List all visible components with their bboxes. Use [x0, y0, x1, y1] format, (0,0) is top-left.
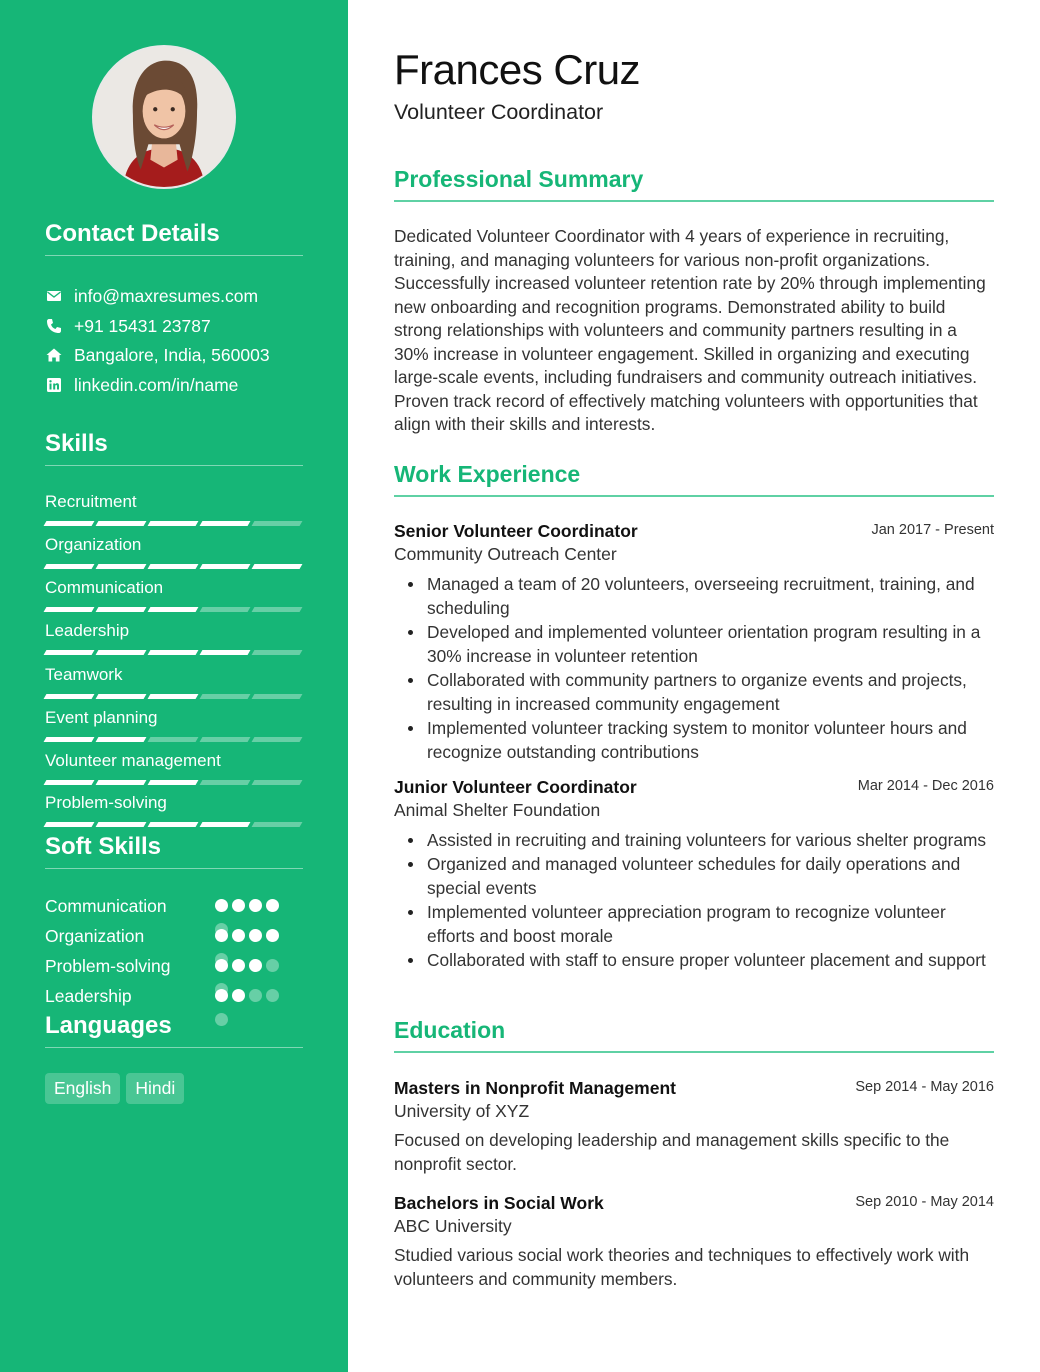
skill-item [45, 534, 303, 569]
experience-heading: Work Experience [394, 461, 994, 497]
skill-bar [45, 650, 303, 655]
skill-level-segment [148, 822, 199, 827]
skill-level-segment [44, 607, 95, 612]
education-entry [394, 1077, 994, 1176]
stray-dot [215, 923, 228, 936]
soft-skill-label: Problem-solving [45, 956, 171, 976]
soft-skill-item [45, 925, 303, 947]
list-item: Implemented volunteer appreciation program to recognize volunteer efforts and boost morale [394, 900, 994, 948]
list-item: Collaborated with community partners to organize events and projects, resulting in increased community engagement [394, 668, 994, 716]
list-item: Implemented volunteer tracking system to monitor volunteer hours and recognize outstanding contributions [394, 716, 994, 764]
skill-level-segment [252, 822, 303, 827]
skill-level-segment [200, 607, 251, 612]
skill-level-segment [252, 737, 303, 742]
job-bullets [394, 828, 994, 972]
contact-phone-text: +91 15431 23787 [74, 315, 211, 336]
skills-heading: Skills [45, 430, 303, 466]
degree-description: Studied various social work theories and techniques to effectively work with volunteers and community members. [394, 1245, 970, 1289]
soft-skill-label: Organization [45, 926, 145, 946]
soft-skills-heading: Soft Skills [45, 833, 303, 869]
skill-level-segment [96, 564, 147, 569]
soft-skill-dot [266, 989, 279, 1002]
contact-linkedin-text: linkedin.com/in/name [74, 374, 239, 395]
languages-heading: Languages [45, 1012, 303, 1048]
soft-skill-item [45, 955, 303, 977]
education-entry [394, 1192, 994, 1291]
skill-level-segment [252, 607, 303, 612]
contact-email[interactable] [45, 285, 258, 307]
skill-label: Communication [45, 578, 164, 597]
skill-level-segment [200, 737, 251, 742]
soft-skill-dot [249, 959, 262, 972]
skill-bar [45, 737, 303, 742]
skill-item [45, 792, 303, 827]
skill-level-segment [96, 694, 147, 699]
skill-level-segment [148, 780, 199, 785]
soft-skill-item [45, 985, 303, 1007]
skill-item [45, 620, 303, 655]
home-icon [45, 347, 62, 364]
job-bullets [394, 572, 994, 764]
skill-level-segment [252, 694, 303, 699]
skill-level-segment [148, 521, 199, 526]
degree-description: Focused on developing leadership and management skills specific to the nonprofit sector. [394, 1130, 950, 1174]
skill-label: Event planning [45, 708, 158, 727]
skill-level-segment [252, 564, 303, 569]
skill-level-segment [252, 650, 303, 655]
skill-level-segment [44, 521, 95, 526]
skill-label: Problem-solving [45, 793, 167, 812]
skill-level-segment [200, 521, 251, 526]
stray-dot [215, 953, 228, 966]
skill-item [45, 664, 303, 699]
skill-level-segment [200, 694, 251, 699]
skill-level-segment [148, 737, 199, 742]
contact-phone[interactable] [45, 315, 211, 337]
list-item: Managed a team of 20 volunteers, overseeing recruitment, training, and scheduling [394, 572, 994, 620]
list-item: Assisted in recruiting and training volunteers for various shelter programs [394, 828, 994, 852]
soft-skill-dots [215, 899, 279, 912]
skill-level-segment [44, 694, 95, 699]
skill-level-segment [96, 737, 147, 742]
skill-item [45, 750, 303, 785]
language-tag: English [45, 1073, 120, 1104]
soft-skill-dot [249, 929, 262, 942]
soft-skill-label: Leadership [45, 986, 132, 1006]
soft-skill-dot [232, 899, 245, 912]
contact-linkedin[interactable] [45, 374, 238, 396]
job-dates: Jan 2017 - Present [871, 522, 994, 538]
candidate-title: Volunteer Coordinator [394, 100, 604, 124]
degree-dates: Sep 2014 - May 2016 [855, 1079, 994, 1095]
envelope-icon [45, 288, 62, 305]
job-dates: Mar 2014 - Dec 2016 [857, 778, 994, 794]
skill-label: Recruitment [45, 492, 137, 511]
phone-icon [45, 318, 62, 335]
summary-text: Dedicated Volunteer Coordinator with 4 years of experience in recruiting, training, and managing volunteers for various non-profit organizations. Successfully increased volunteer retention rate by 20% through implementing new onboarding and recognition programs. Demonstrated ability to build strong relationships with volunteers and community partners resulting in a 30% increase in volunteer engagement. Skilled in organizing and executing large-scale events, including fundraisers and community outreach initiatives. Proven track record of effectively matching volunteers with opportunities that align with their skills and interests. [394, 226, 986, 434]
list-item: Collaborated with staff to ensure proper volunteer placement and support [394, 948, 994, 972]
skill-bar [45, 822, 303, 827]
skill-bar [45, 694, 303, 699]
skill-level-segment [96, 650, 147, 655]
summary-heading: Professional Summary [394, 166, 994, 202]
portrait-image [94, 47, 234, 187]
skill-level-segment [200, 780, 251, 785]
skill-level-segment [252, 780, 303, 785]
skill-level-segment [96, 822, 147, 827]
profile-photo [92, 45, 236, 189]
education-heading: Education [394, 1017, 994, 1053]
school-name: ABC University [394, 1216, 512, 1236]
skill-item [45, 491, 303, 526]
linkedin-icon [45, 377, 62, 394]
list-item: Developed and implemented volunteer orientation program resulting in a 30% increase in volunteer retention [394, 620, 994, 668]
skill-bar [45, 564, 303, 569]
degree-title: Bachelors in Social Work [394, 1193, 604, 1213]
skill-level-segment [148, 694, 199, 699]
job-entry [394, 520, 994, 764]
language-tag: Hindi [126, 1073, 184, 1104]
job-entry [394, 776, 994, 972]
job-title: Senior Volunteer Coordinator [394, 521, 638, 541]
job-organization: Animal Shelter Foundation [394, 800, 601, 820]
language-list [45, 1073, 184, 1104]
skill-label: Teamwork [45, 665, 123, 684]
soft-skill-dot [232, 989, 245, 1002]
skill-bar [45, 780, 303, 785]
skill-level-segment [200, 564, 251, 569]
skill-level-segment [148, 607, 199, 612]
skill-label: Leadership [45, 621, 130, 640]
degree-title: Masters in Nonprofit Management [394, 1078, 676, 1098]
skill-label: Organization [45, 535, 142, 554]
skill-level-segment [44, 737, 95, 742]
skill-bar [45, 607, 303, 612]
soft-skill-item [45, 895, 303, 917]
soft-skill-dot [266, 929, 279, 942]
skill-level-segment [200, 822, 251, 827]
soft-skill-dot [232, 929, 245, 942]
job-title: Junior Volunteer Coordinator [394, 777, 637, 797]
skill-level-segment [252, 521, 303, 526]
school-name: University of XYZ [394, 1101, 530, 1121]
sidebar [0, 0, 348, 1372]
skill-level-segment [44, 564, 95, 569]
soft-skill-dot [249, 899, 262, 912]
candidate-name: Frances Cruz [394, 46, 641, 93]
soft-skill-dot [266, 899, 279, 912]
skill-level-segment [148, 564, 199, 569]
skill-level-segment [96, 780, 147, 785]
skill-level-segment [44, 822, 95, 827]
contact-heading: Contact Details [45, 220, 303, 256]
job-organization: Community Outreach Center [394, 544, 617, 564]
skill-bar [45, 521, 303, 526]
soft-skill-dot [249, 989, 262, 1002]
soft-skill-label: Communication [45, 896, 167, 916]
stray-dot [215, 983, 228, 996]
contact-address-text: Bangalore, India, 560003 [74, 344, 270, 365]
contact-address [45, 344, 270, 366]
degree-dates: Sep 2010 - May 2014 [855, 1194, 994, 1210]
skill-level-segment [148, 650, 199, 655]
skill-item [45, 577, 303, 612]
skill-item [45, 707, 303, 742]
list-item: Organized and managed volunteer schedules for daily operations and special events [394, 852, 994, 900]
skill-level-segment [44, 650, 95, 655]
skill-level-segment [200, 650, 251, 655]
soft-skill-dot [215, 899, 228, 912]
skill-level-segment [96, 521, 147, 526]
soft-skill-dot [266, 959, 279, 972]
skill-level-segment [96, 607, 147, 612]
skill-label: Volunteer management [45, 751, 221, 770]
soft-skill-dot [232, 959, 245, 972]
skill-level-segment [44, 780, 95, 785]
contact-email-text: info@maxresumes.com [74, 285, 259, 306]
